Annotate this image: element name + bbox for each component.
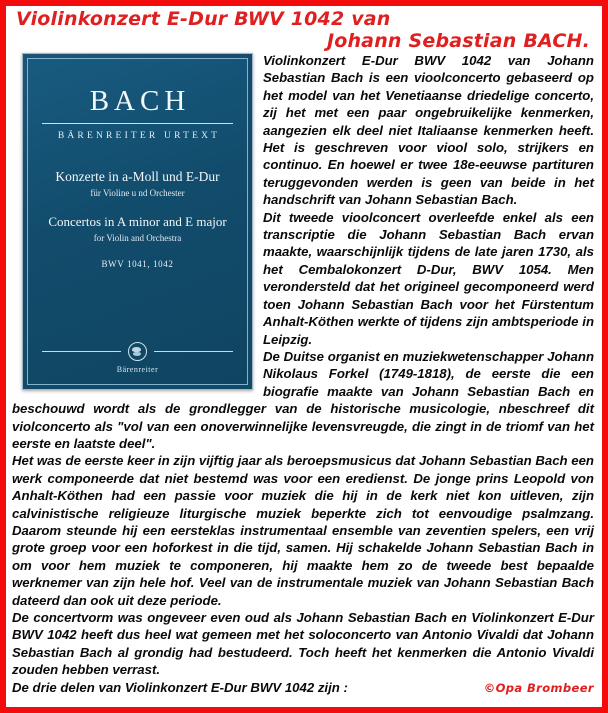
baerenreiter-bear-icon: [128, 342, 147, 361]
cover-german-subtitle: für Violine u nd Orchester: [90, 188, 185, 198]
paragraph-6: De drie delen van Violinkonzert E-Dur BWV 1042 zijn :: [12, 679, 348, 695]
paragraph-4: Het was de eerste keer in zijn vijftig jaar als beroepsmusicus dat Johann Sebastian Bach een werk componeerde dat niet bestemd was voor een eredienst. De jonge prins Leopold von Anhalt-Köthen had een passie voor muziek die hij in de kerk niet kon uitleven, zijn calvinistische religieuze liturgische muziek beperkte zich tot eenvoudige psalmzang. Daarom steunde hij een eersteklas instrumentaal ensemble van zeventien spelers, een vrij grote groep voor een hoforkest in die tijd, samen. Hij schakelde Johann Sebastian Bach in om voor hem muziek te componeren, hij maakte hem zo de tweede best bepaalde werknemer van zijn hele hof. Veel van de instrumentale muziek van Johann Sebastian Bach dateerd dan ook uit deze periode.: [12, 453, 594, 608]
score-cover-inner: [27, 58, 248, 385]
paragraph-1: Violinkonzert E-Dur BWV 1042 van Johann Sebastian Bach is een vioolconcerto gebaseerd op het model van het Venetiaanse driedelige concerto, zij het met een paar ongebruikelijke kenmerken, aangezien elk deel niet Italiaanse kenmerken heeft. Het is geschreven voor viool solo, strijkers en continuo. En hoewel er twee 18e-eeuwse partituren teruggevonden werden is geen van beide in het handschrift van Johann Sebastian Bach.: [263, 53, 594, 208]
cover-footer: [28, 342, 247, 374]
cover-german-title: Konzerte in a-Moll und E-Dur: [55, 169, 220, 184]
cover-divider-rule: [42, 123, 233, 124]
cover-composer-name: BACH: [89, 85, 191, 117]
cover-rule-left: [42, 351, 121, 352]
page-title: [6, 6, 602, 52]
score-cover-image: [22, 53, 253, 390]
cover-publisher-name: Bärenreiter: [116, 365, 159, 374]
cover-urtext-label: BÄRENREITER URTEXT: [57, 131, 221, 141]
paragraph-2: Dit tweede vioolconcert overleefde enkel als een transcriptie die Johann Sebastian Bach ervan maakte, waarschijnlijk tijdens de late jaren 1730, als het Cembalokonzert D-Dur, BWV 1054. Men verondersteld dat het origineel gecomponeerd werd toen Johann Sebastian Bach voor het Fürstentum Anhalt-Köthen werkte of tijdens zijn ambtsperiode in Leipzig.: [263, 209, 594, 347]
copyright-signature: ©Opa Brombeer: [483, 681, 594, 696]
paragraph-5: De concertvorm was ongeveer even oud als Johann Sebastian Bach en Violinkonzert E-Dur BWV 1042 heeft dus heel wat gemeen met het soloconcerto van Antonio Vivaldi dat Johann Sebastian Bach al grondig had bestudeerd. Toch heeft het kenmerken die Antonio Vivaldi zouden hebben verrast.: [12, 610, 594, 678]
title-line-1: Violinkonzert E-Dur BWV 1042 van: [16, 8, 391, 30]
cover-english-title: Concertos in A minor and E major: [48, 214, 227, 229]
title-line-2: Johann Sebastian BACH.: [326, 30, 590, 52]
cover-rule-right: [154, 351, 233, 352]
cover-spacer: [28, 141, 247, 167]
cover-logo-row: [28, 342, 247, 361]
content-canvas: [6, 6, 602, 707]
cover-catalog-number: BWV 1041, 1042: [101, 259, 174, 269]
cover-english-subtitle: for Violin and Orchestra: [93, 233, 182, 243]
paragraph-3: De Duitse organist en muziekwetenschapper Johann Nikolaus Forkel (1749-1818), de eerste die een biografie maakte van Johann Sebastian Bach en beschouwd wordt als de grondlegger van de historische musicologie, nbeschreef dit violconcerto als "vol van een onoverwinnelijke levensvreugde, die zingt in de triomf van het eerste en laatste deel".: [12, 348, 594, 451]
